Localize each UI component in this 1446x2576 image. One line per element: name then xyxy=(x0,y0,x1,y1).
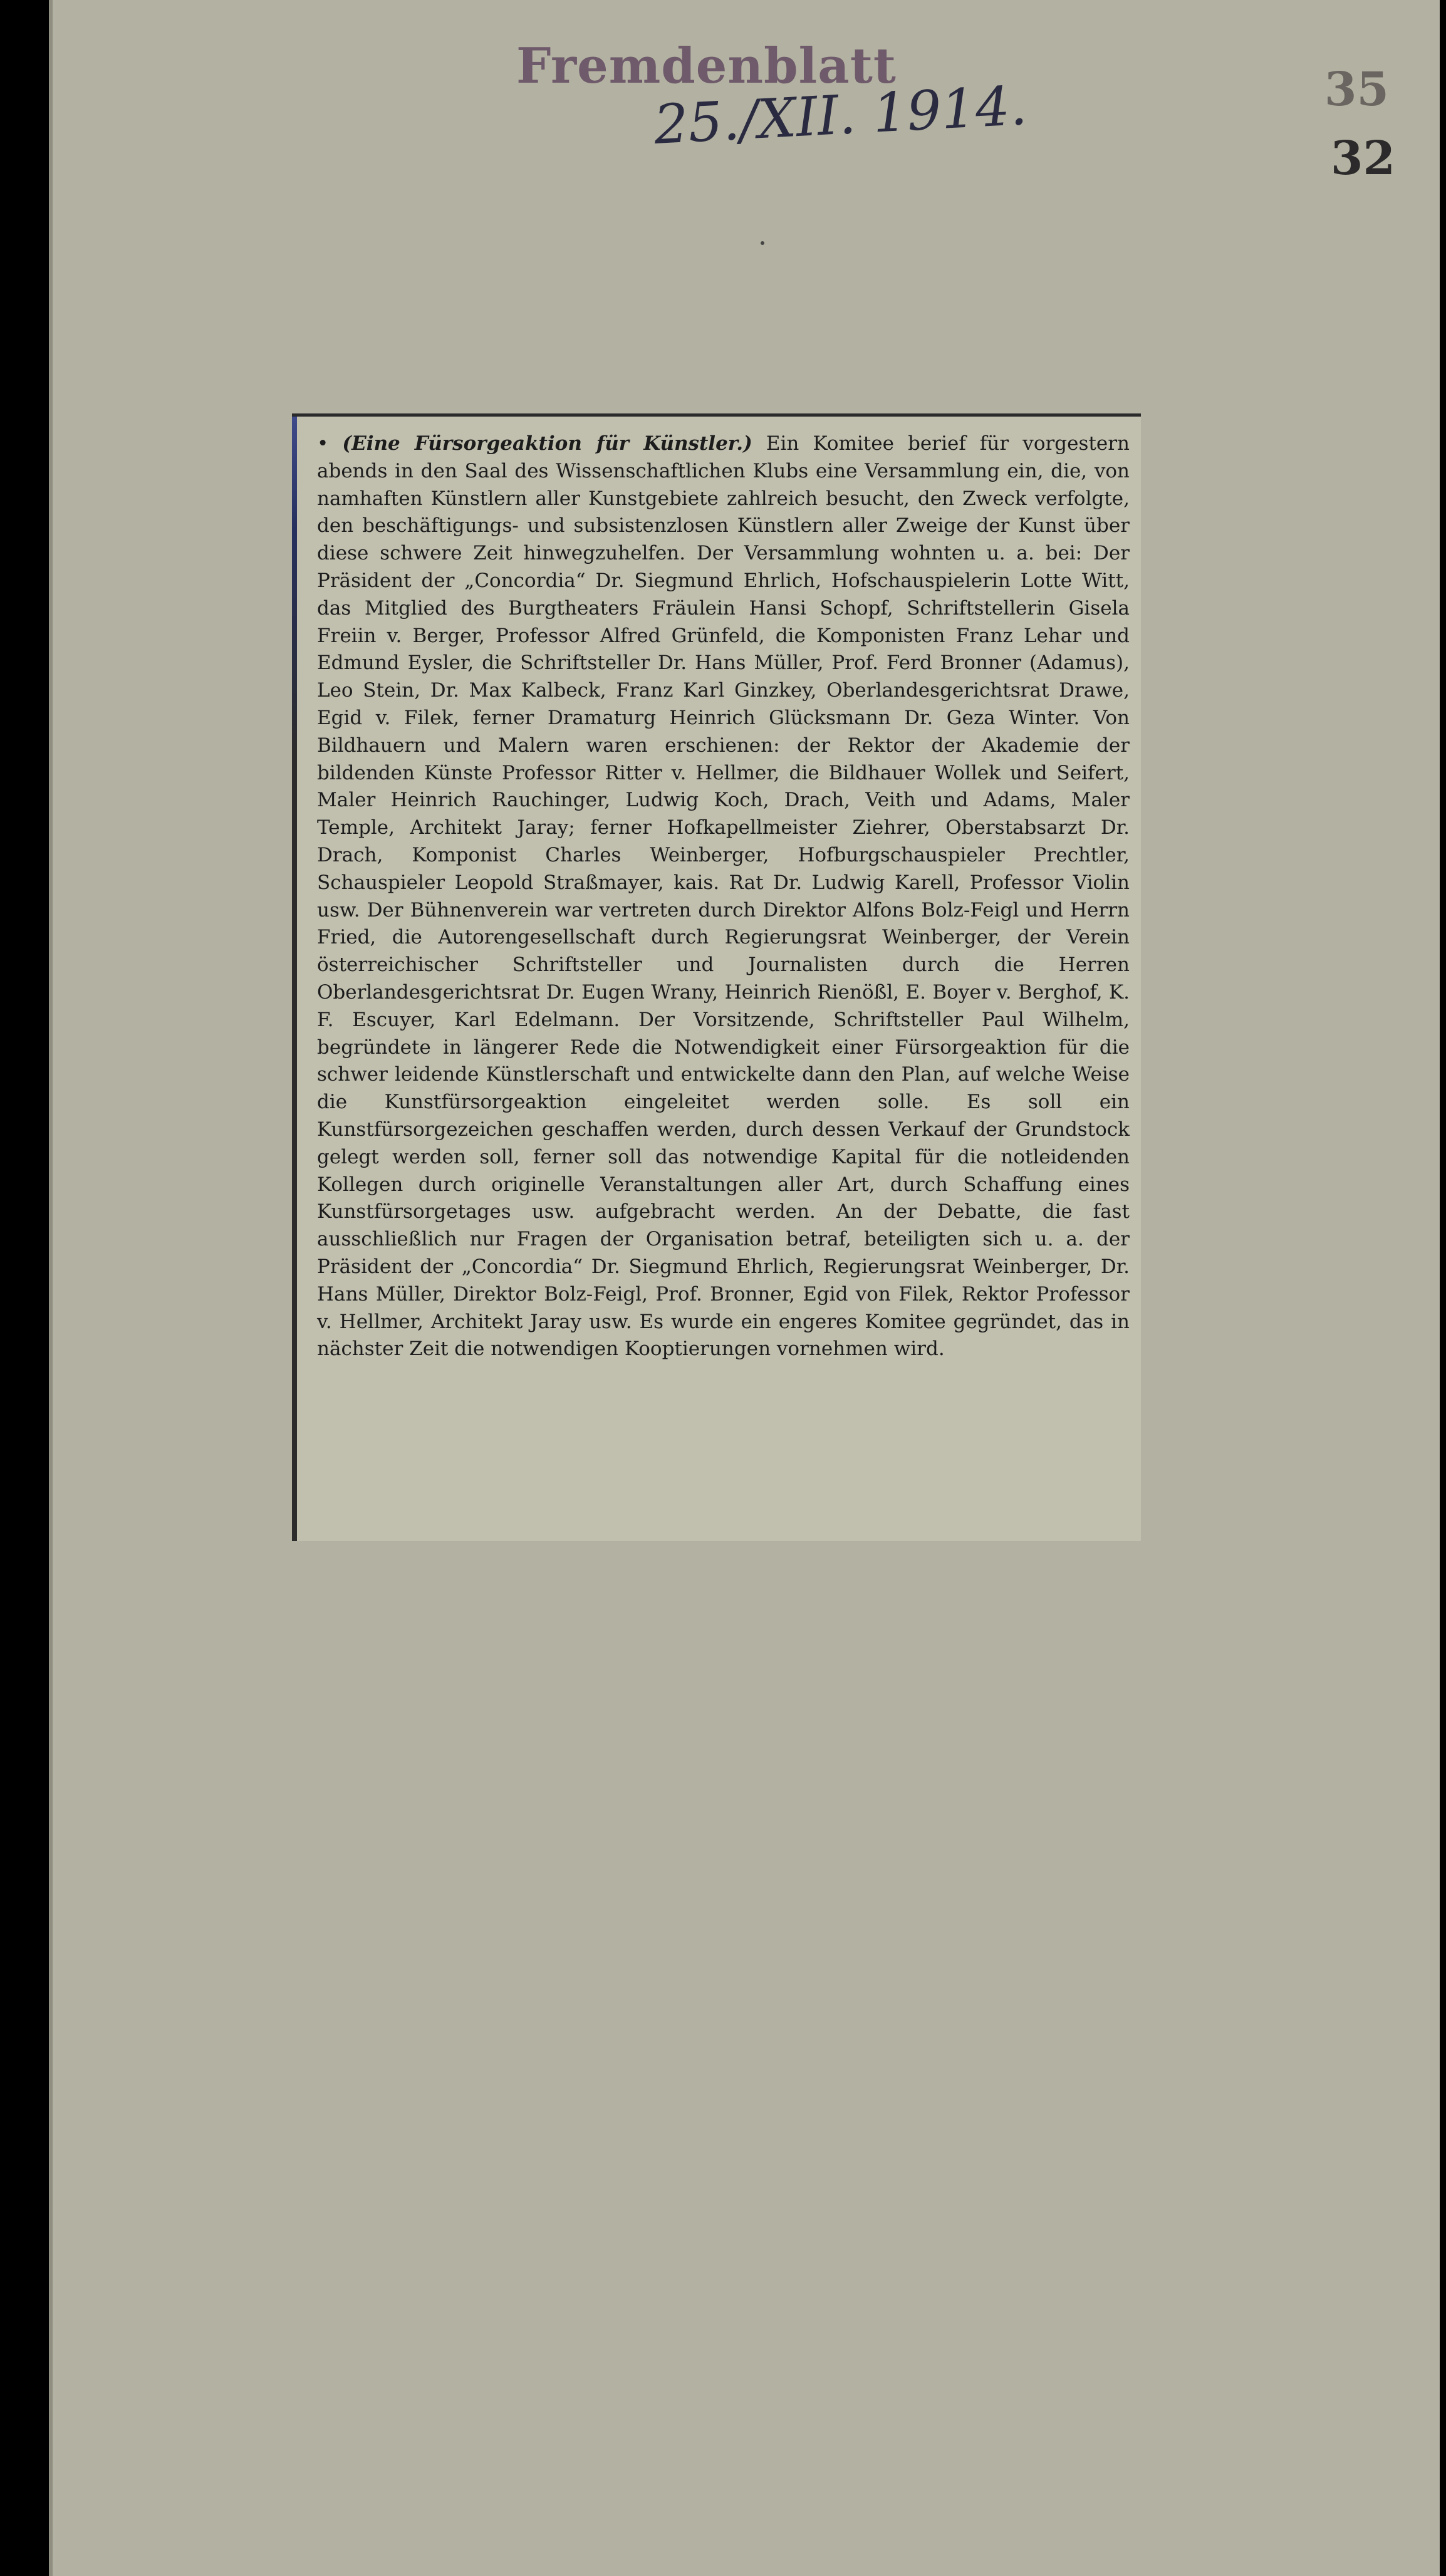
archive-sheet xyxy=(49,0,1440,2576)
newspaper-clipping xyxy=(292,413,1141,1541)
archive-number-top: 35 xyxy=(1324,63,1389,117)
newspaper-stamp: Fremdenblatt xyxy=(516,38,897,95)
clipping-edge xyxy=(292,417,297,1541)
article-body: Ein Komitee berief für vorgestern abends in den Saal des Wissenschaftlichen Klubs eine Versammlung ein, die, von namhaften Künstlern aller Kunstgebiete zahlreich besucht, den Zweck verfolgte, den beschäftigungs- und subsistenzlosen Künstlern aller Zweige der Kunst über diese schwere Zeit hinwegzuhelfen. Der Versammlung wohnten u. a. bei: Der Präsident der „Concordia“ Dr. Siegmund Ehrlich, Hofschauspielerin Lotte Witt, das Mitglied des Burgtheaters Fräulein Hansi Schopf, Schriftstellerin Gisela Freiin v. Berger, Professor Alfred Grünfeld, die Komponisten Franz Lehar und Edmund Eysler, die Schriftsteller Dr. Hans Müller, Prof. Ferd Bronner (Adamus), Leo Stein, Dr. Max Kalbeck, Franz Karl Ginzkey, Oberlandesgerichtsrat Drawe, Egid v. Filek, ferner Dramaturg Heinrich Glücksmann Dr. Geza Winter. Von Bildhauern und Malern waren erschienen: der Rektor der Akademie der bildenden Künste Professor Ritter v. Hellmer, die Bildhauer Wollek und Seifert, Maler Heinrich Rauchinger, Ludwig Koch, Drach, Veith und Adams, Maler Temple, Architekt Jaray; ferner Hofkapellmeister Ziehrer, Oberstabsarzt Dr. Drach, Komponist Charles Weinberger, Hofburgschauspieler Prechtler, Schauspieler Leopold Straßmayer, kais. Rat Dr. Ludwig Karell, Professor Violin usw. Der Bühnenverein war vertreten durch Direktor Alfons Bolz-Feigl und Herrn Fried, die Autorengesellschaft durch Regierungsrat Weinberger, der Verein österreichischer Schriftsteller und Journalisten durch die Herren Oberlandesgerichtsrat Dr. Eugen Wrany, Heinrich Rienößl, E. Boyer v. Berghof, K. F. Escuyer, Karl Edelmann. Der Vorsitzende, Schriftsteller Paul Wilhelm, begründete in längerer Rede die Notwendigkeit einer Fürsorgeaktion für die schwer leidende Künstlerschaft und entwickelte dann den Plan, auf welche Weise die Kunstfürsorgeaktion eingeleitet werden solle. Es soll ein Kunstfürsorgezeichen geschaffen werden, durch dessen Verkauf der Grundstock gelegt werden soll, ferner soll das notwendige Kapital für die notleidenden Kollegen durch originelle Veranstaltungen aller Art, durch Schaffung eines Kunstfürsorgetages usw. aufgebracht werden. An der Debatte, die fast ausschließlich nur Fragen der Organisation betraf, beteiligten sich u. a. der Präsident der „Concordia“ Dr. Siegmund Ehrlich, Regierungsrat Weinberger, Dr. Hans Müller, Direktor Bolz-Feigl, Prof. Bronner, Egid von Filek, Rektor Professor v. Hellmer, Architekt Jaray usw. Es wurde ein engeres Komitee gegründet, das in nächster Zeit die notwendigen Kooptierungen vornehmen wird. xyxy=(317,432,1130,1361)
archive-number-bottom: 32 xyxy=(1331,132,1395,185)
handwritten-date: 25./XII. 1914. xyxy=(652,74,1029,157)
speck xyxy=(761,241,764,245)
article-headline: (Eine Fürsorgeaktion für Künstler.) xyxy=(342,432,752,455)
article-text xyxy=(317,430,1130,1363)
bullet-mark: • xyxy=(317,432,343,455)
